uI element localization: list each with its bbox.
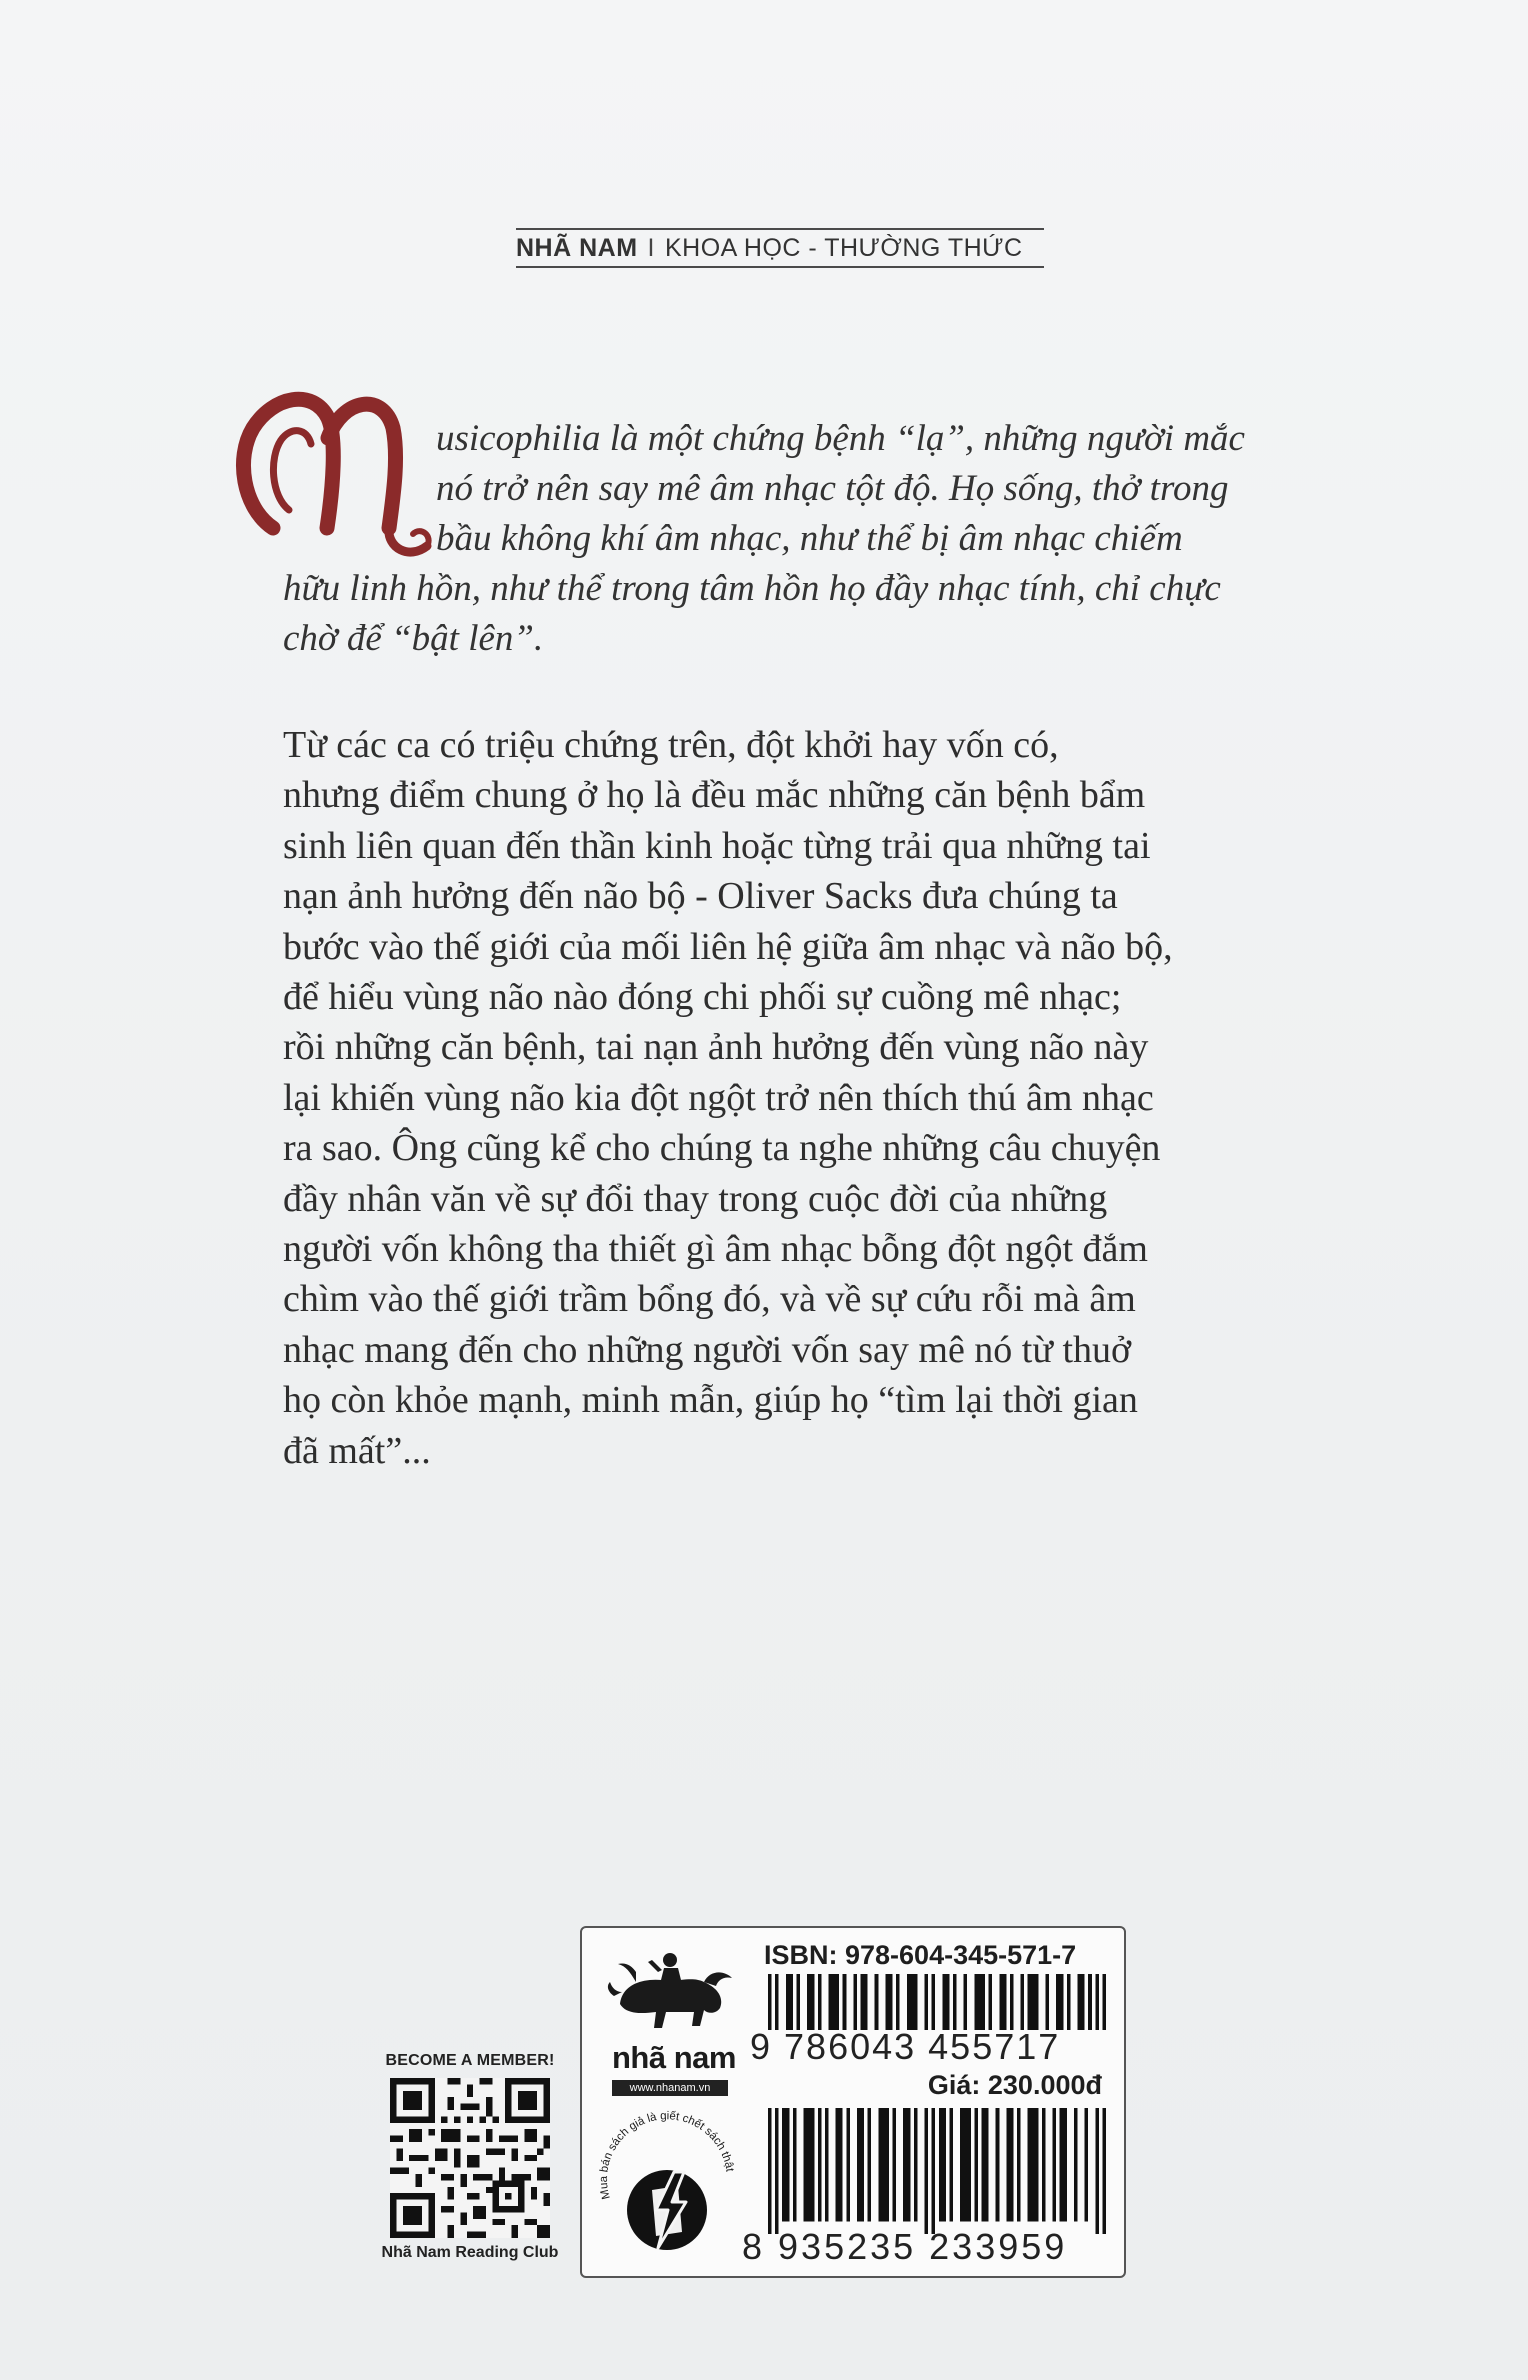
body-line: Từ các ca có triệu chứng trên, đột khởi hay vốn có, (283, 724, 1059, 766)
isbn-label: ISBN: 978-604-345-571-7 (764, 1940, 1077, 1970)
publisher-name: NHÃ NAM (516, 234, 638, 262)
body-line: ra sao. Ông cũng kể cho chúng ta nghe những câu chuyện (283, 1127, 1161, 1170)
intro-line: usicophilia là một chứng bệnh “lạ”, những người mắc (436, 418, 1245, 459)
body-line: sinh liên quan đến thần kinh hoặc từng trải qua những tai (283, 824, 1151, 867)
body-line: đã mất”... (283, 1429, 431, 1472)
logo-brand-text: nhã nam (612, 2040, 736, 2075)
intro-line: nó trở nên say mê âm nhạc tột độ. Họ sống, thở trong (436, 468, 1229, 509)
isbn-barcode (768, 1974, 1106, 2030)
body-line: bước vào thế giới của mối liên hệ giữa âm nhạc và não bộ, (283, 925, 1173, 968)
body-line: chìm vào thế giới trầm bổng đó, và về sự cứu rỗi mà âm (283, 1278, 1136, 1321)
body-line: họ còn khỏe mạnh, minh mẫn, giúp họ “tìm lại thời gian (283, 1379, 1138, 1422)
body-line: để hiểu vùng não nào đóng chi phối sự cuồng mê nhạc; (283, 976, 1122, 1019)
anti-piracy-stamp (592, 2098, 742, 2268)
intro-line: chờ để “bật lên”. (283, 618, 544, 659)
series-name: KHOA HỌC - THƯỜNG THỨC (665, 234, 1023, 262)
logo-website: www.nhanam.vn (612, 2080, 728, 2096)
reading-club-label: Nhã Nam Reading Club (381, 2244, 559, 2261)
buffalo-rider-icon (600, 1942, 750, 2038)
body-line: đầy nhân văn về sự đổi thay trong cuộc đời của những (283, 1177, 1108, 1220)
qr-code[interactable] (390, 2078, 550, 2238)
body-line: nhạc mang đến cho những người vốn say mê nó từ thuở (283, 1328, 1132, 1371)
isbn-price-box (580, 1926, 1126, 2278)
isbn-barcode-digits: 9 786043 455717 (750, 2026, 1061, 2067)
body-line: lại khiến vùng não kia đột ngột trở nên thích thú âm nhạc (283, 1076, 1154, 1119)
become-member-label: BECOME A MEMBER! (385, 2052, 555, 2069)
header-separator: I (647, 234, 655, 262)
ean-barcode (768, 2108, 1106, 2234)
intro-line: hữu linh hồn, như thể trong tâm hồn họ đầy nhạc tính, chỉ chực (283, 568, 1221, 609)
body-paragraph (283, 720, 1263, 1476)
nhanam-logo (600, 1942, 750, 2092)
intro-line: bầu không khí âm nhạc, như thể bị âm nhạc chiếm (436, 518, 1183, 559)
svg-text:Mua bán sách giả là giết chết: Mua bán sách giả là giết chết sách thật (597, 2110, 736, 2201)
body-line: nạn ảnh hưởng đến não bộ - Oliver Sacks đưa chúng ta (283, 875, 1118, 918)
body-line: nhưng điểm chung ở họ là đều mắc những căn bệnh bẩm (283, 774, 1146, 817)
intro-paragraph (283, 414, 1263, 664)
membership-block (370, 2052, 570, 2262)
price-label: Giá: 230.000đ (927, 2070, 1102, 2100)
body-line: người vốn không tha thiết gì âm nhạc bỗng đột ngột đắm (283, 1228, 1148, 1271)
ean-barcode-digits: 8 935235 233959 (742, 2226, 1068, 2267)
body-line: rồi những căn bệnh, tai nạn ảnh hưởng đến vùng não này (283, 1026, 1149, 1069)
series-header (516, 228, 1044, 268)
